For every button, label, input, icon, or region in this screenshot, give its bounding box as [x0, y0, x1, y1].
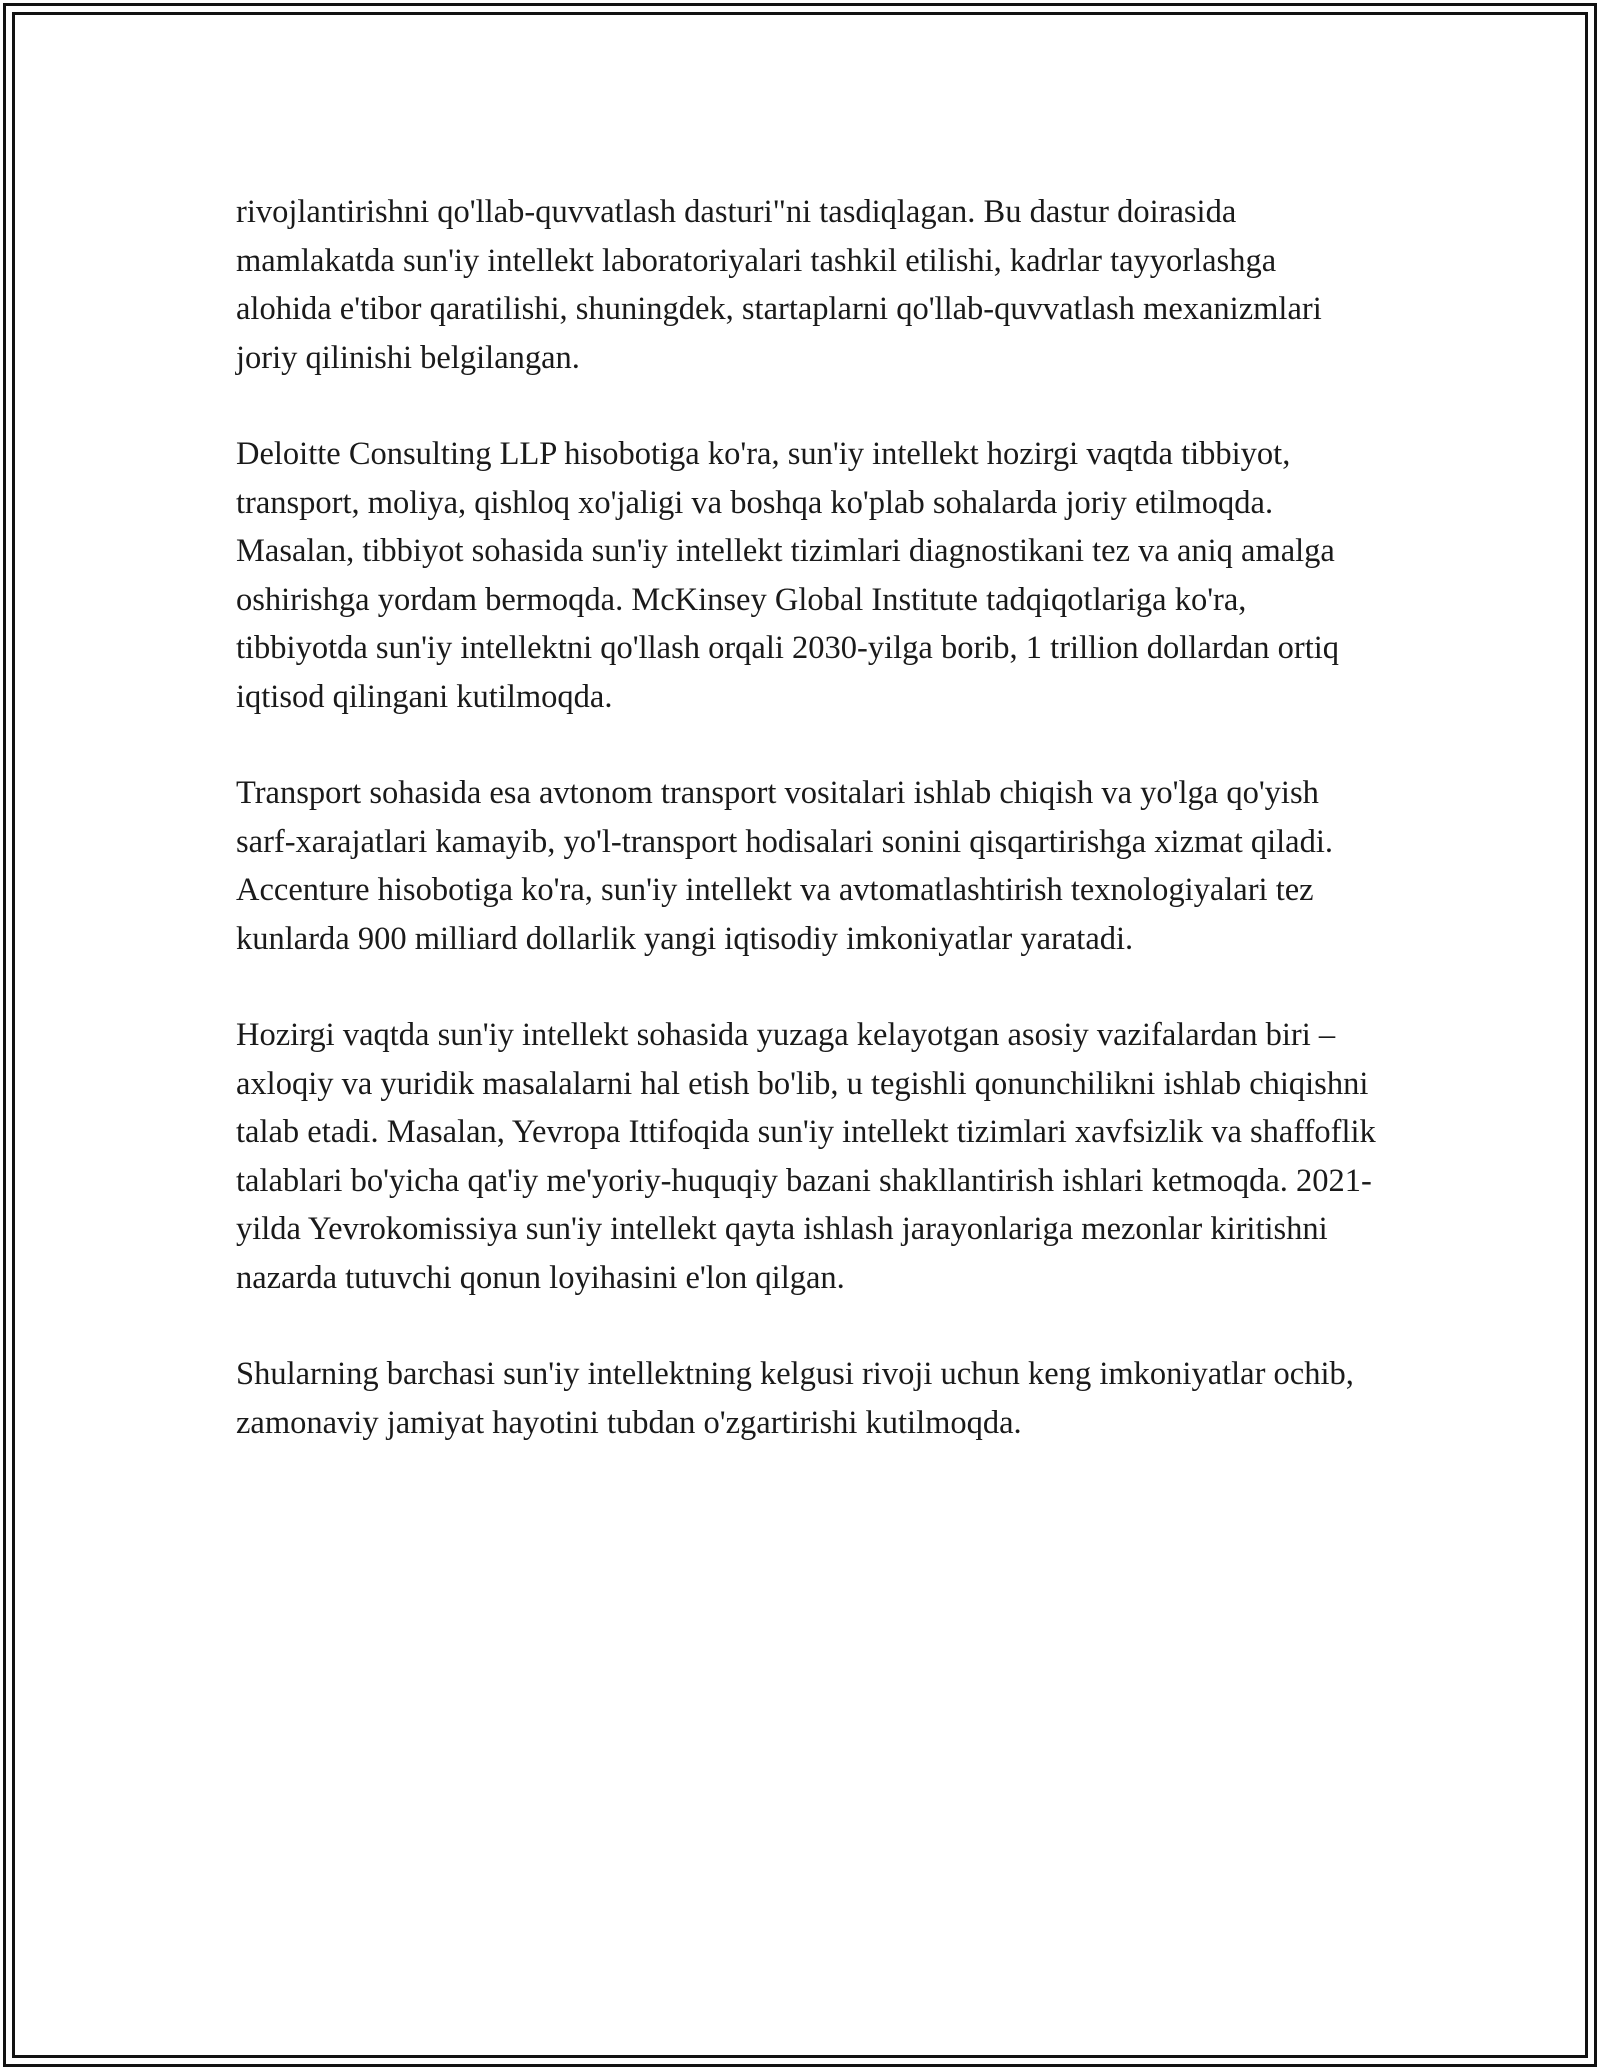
paragraph-3: Transport sohasida esa avtonom transport vositalari ishlab chiqish va yo'lga qo'yish sarf-xarajatlari kamayib, yo'l-transport hodisalari sonini qisqartirishga xizmat qiladi. Accenture hisobotiga ko'ra, sun'iy intellekt va avtomatlashtirish texnologiyalari tez kunlarda 900 milliard dollarlik yangi iqtisodiy imkoniyatlar yaratadi. [236, 775, 1334, 957]
paragraph-1: rivojlantirishni qo'llab-quvvatlash dasturi"ni tasdiqlagan. Bu dastur doirasida mamlakatda sun'iy intellekt laboratoriyalari tashkil etilishi, kadrlar tayyorlashga alohida e'tibor qaratilishi, shuningdek, startaplarni qo'llab-quvvatlash mexanizmlari joriy qilinishi belgilangan. [236, 194, 1322, 376]
document-body [236, 188, 1376, 1495]
paragraph-2: Deloitte Consulting LLP hisobotiga ko'ra, sun'iy intellekt hozirgi vaqtda tibbiyot, transport, moliya, qishloq xo'jaligi va boshqa ko'plab sohalarda joriy etilmoqda. Masalan, tibbiyot sohasida sun'iy intellekt tizimlari diagnostikani tez va aniq amalga oshirishga yordam bermoqda. McKinsey Global Institute tadqiqotlariga ko'ra, tibbiyotda sun'iy intellektni qo'llash orqali 2030-yilga borib, 1 trillion dollardan ortiq iqtisod qilingani kutilmoqda. [236, 436, 1340, 715]
paragraph-4: Hozirgi vaqtda sun'iy intellekt sohasida yuzaga kelayotgan asosiy vazifalardan biri – axloqiy va yuridik masalalarni hal etish bo'lib, u tegishli qonunchilikni ishlab chiqishni talab etadi. Masalan, Yevropa Ittifoqida sun'iy intellekt tizimlari xavfsizlik va shaffoflik talablari bo'yicha qat'iy me'yoriy-huquqiy bazani shakllantirish ishlari ketmoqda. 2021-yilda Yevrokomissiya sun'iy intellekt qayta ishlash jarayonlariga mezonlar kiritishni nazarda tutuvchi qonun loyihasini e'lon qilgan. [236, 1017, 1376, 1296]
paragraph-5: Shularning barchasi sun'iy intellektning kelgusi rivoji uchun keng imkoniyatlar ochib, zamonaviy jamiyat hayotini tubdan o'zgartirishi kutilmoqda. [236, 1356, 1354, 1441]
